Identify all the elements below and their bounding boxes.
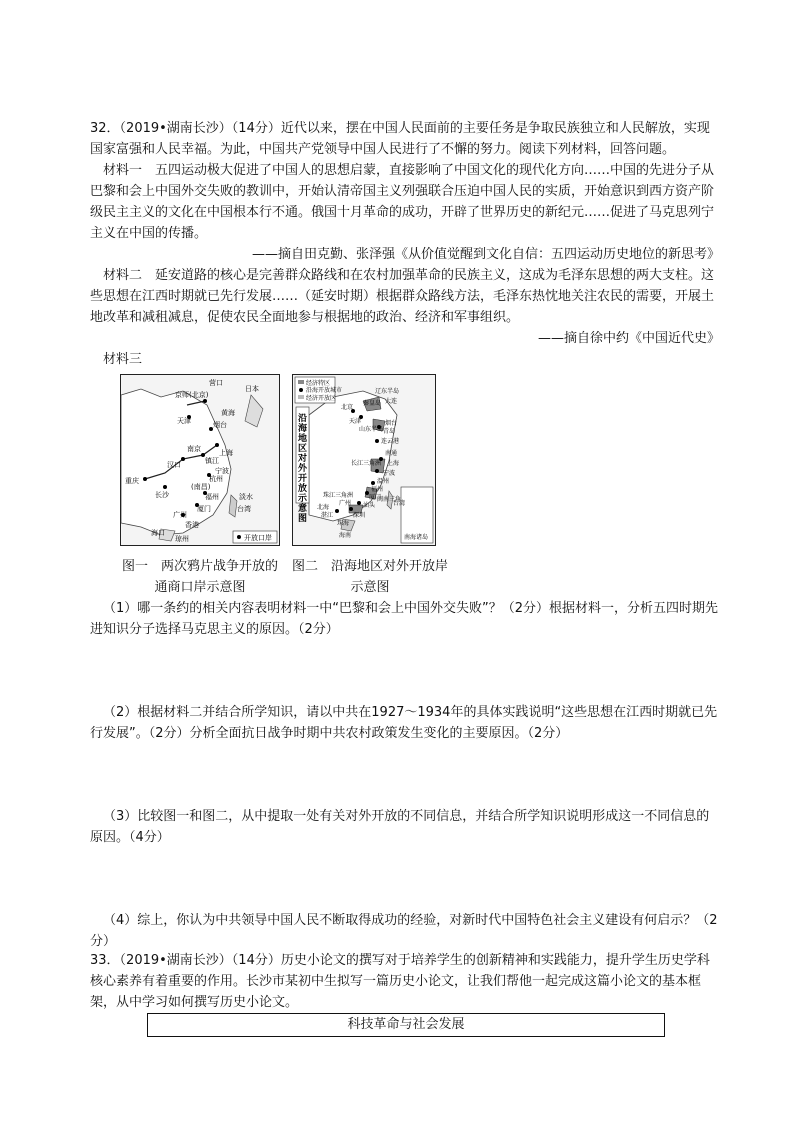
- map2-label: 深圳: [353, 512, 366, 519]
- map2-label: 北京: [341, 404, 354, 411]
- sub-question-4: （4）综上，你认为中共领导中国人民不断取得成功的经验，对新时代中国特色社会主义建设有何启示？（2分）: [90, 913, 718, 949]
- map2-label: 长江三角洲: [351, 460, 382, 467]
- material-one-source: ——摘自田克勤、张泽强《从价值觉醒到文化自信：五四运动历史地位的新思考》: [251, 247, 720, 262]
- map1-label: 上海: [219, 449, 233, 457]
- sub-question-1: （1）哪一条约的相关内容表明材料一中“巴黎和会上中国外交失败”？（2分）根据材料一，分析五四时期先进知识分子选择马克思主义的原因。（2分）: [90, 601, 719, 637]
- figure-two-caption: 图二 沿海地区对外开放岸示意图: [291, 559, 448, 595]
- map2-label: 秦皇岛: [363, 400, 382, 407]
- map1-label: 琼州: [175, 535, 189, 543]
- map2-label: 温州: [377, 478, 390, 485]
- map2-label: 闽南三角: [377, 496, 402, 503]
- map2-label: 宁波: [383, 470, 396, 477]
- map1-label: 重庆: [125, 477, 139, 485]
- map2-label: 山东半岛: [359, 426, 384, 433]
- map2-label: 台湾: [393, 500, 406, 507]
- map1-label: 南京: [187, 445, 201, 453]
- map2-legend-item: 经济特区: [306, 380, 331, 387]
- map2-label: 湛江: [321, 512, 334, 519]
- map1-label: 汉口: [167, 461, 181, 469]
- material-three-label: 材料三: [103, 352, 143, 367]
- material-one: 材料一 五四运动极大促进了中国人的思想启蒙，直接影响了中国文化的现代化方向……中国的先进分子从巴黎和会上中国外交失败的教训中，开始认清帝国主义列强联合压迫中国人民的实质，开始意识到西方资产阶级民主主义的文化在中国根本行不通。俄国十月革命的成功，开辟了世界历史的新纪元……促进了马克思列宁主义在中国的传播。: [90, 163, 715, 241]
- map2-vertical-title: 沿海地区对外开放示意图: [298, 414, 308, 524]
- map1-label: 长沙: [155, 491, 169, 499]
- map1-label: (南昌): [191, 483, 211, 491]
- map1-label: 广州: [173, 511, 187, 519]
- material-two: 材料二 延安道路的核心是完善群众路线和在农村加强革命的民族主义，这成为毛泽东思想的两大支柱。这些思想在江西时期就已先行发展……（延安时期）根据群众路线方法，毛泽东热忱地关注农民的需要，开展土地改革和减租减息，促使农民全面地参与根据地的政治、经济和军事组织。: [90, 268, 715, 325]
- map2-label: 福州: [371, 486, 384, 493]
- map2-label: 天津: [349, 418, 362, 425]
- map1-label: 营口: [209, 379, 223, 387]
- material-two-source: ——摘自徐中约《中国近代史》: [537, 331, 720, 346]
- map1-label: 黄海: [221, 409, 235, 417]
- map1-label: 厦门: [197, 505, 211, 513]
- map1-label: 台湾: [237, 505, 251, 513]
- map2-label: 辽东半岛: [375, 388, 400, 395]
- map1-label: 天津: [177, 417, 191, 425]
- map2-label: 厦门: [369, 494, 382, 501]
- essay-title-box: 科技革命与社会发展: [147, 1013, 665, 1037]
- map-one-opium-war-ports: [120, 374, 280, 546]
- map2-label: 南海诸岛: [404, 534, 429, 541]
- sub-question-3: （3）比较图一和图二，从中提取一处有关对外开放的不同信息，并结合所学知识说明形成这一不同信息的原因。（4分）: [90, 809, 710, 845]
- map2-legend-item: 经济开放区: [306, 395, 337, 402]
- map2-legend-item: 沿海开放城市: [306, 387, 343, 394]
- map2-label: 大连: [385, 398, 398, 405]
- map1-legend: 开放口岸: [244, 534, 272, 542]
- map-two-coastal-opening: [292, 374, 436, 546]
- q32-intro: 32．（2019•湖南长沙）（14分）近代以来，摆在中国人民面前的主要任务是争取民族独立和人民解放，实现国家富强和人民幸福。为此，中国共产党领导中国人民进行了不懈的努力。阅读下列材料，回答问题。: [90, 121, 710, 157]
- map2-label: 青岛: [383, 428, 396, 435]
- figure-one-caption: 图一 两次鸦片战争开放的通商口岸示意图: [121, 559, 278, 595]
- map1-label: 宁波: [215, 467, 229, 475]
- map1-label: 烟台: [213, 421, 227, 429]
- map2-label: 广州: [339, 500, 352, 507]
- map1-label: 日本: [245, 385, 259, 393]
- map1-label: 福州: [205, 493, 219, 501]
- map2-label: 上海: [387, 460, 400, 467]
- map2-label: 北海: [317, 504, 330, 511]
- map2-label: 南通: [385, 450, 398, 457]
- map1-label: 杭州: [209, 475, 223, 483]
- map2-label: 汕头: [363, 502, 376, 509]
- map1-label: 香港: [185, 521, 199, 529]
- map2-label: 连云港: [381, 438, 400, 445]
- map1-label: 京师(北京): [175, 391, 209, 399]
- q33-intro: 33．（2019•湖南长沙）（14分）历史小论文的撰写对于培养学生的创新精神和实践能力，提升学生历史学科核心素养有着重要的作用。长沙市某初中生拟写一篇历史小论文，让我们帮他一起完成这篇小论文的基本框架，从中学习如何撰写历史小论文。: [90, 953, 710, 1010]
- map2-label: 烟台: [385, 420, 398, 427]
- map2-label: 海南: [339, 532, 352, 539]
- map2-label: 珠江三角洲: [323, 492, 354, 499]
- map1-label: 海口: [151, 529, 165, 537]
- map2-label: 珠海: [337, 520, 350, 527]
- map1-label: 淡水: [239, 493, 253, 501]
- map1-label: 镇江: [205, 457, 219, 465]
- sub-question-2: （2）根据材料二并结合所学知识，请以中共在1927～1934年的具体实践说明“这些思想在江西时期就已先行发展”。（2分）分析全面抗日战争时期中共农村政策发生变化的主要原因。（2分）: [90, 705, 718, 741]
